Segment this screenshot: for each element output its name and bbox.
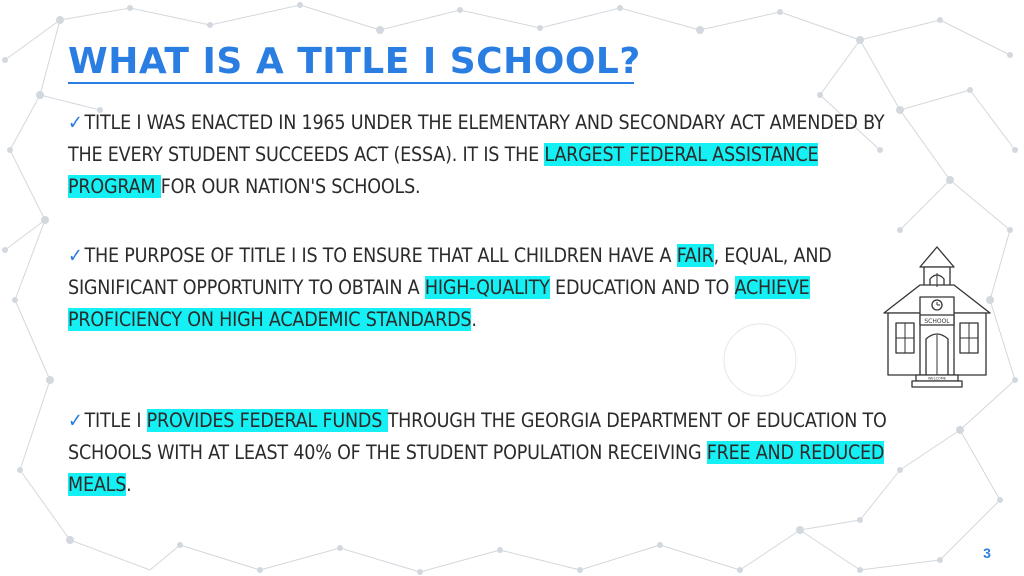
doormat-text: WELCOME [927,376,947,381]
text-segment: THE PURPOSE OF TITLE I IS TO ENSURE THAT ALL CHILDREN HAVE A [84,244,677,267]
highlighted-text: ACHIEVE PROFICIENCY ON HIGH ACADEMIC STANDARDS [68,276,810,331]
checkmark-icon: ✓ [68,409,83,432]
text-segment: . [126,473,132,496]
text-segment: , EQUAL, AND SIGNIFICANT OPPORTUNITY TO OBTAIN A [68,244,832,299]
text-segment: TITLE I [84,409,147,432]
school-sign-text: SCHOOL [924,318,950,325]
highlighted-text: FREE AND REDUCED MEALS [68,441,885,496]
text-segment: FOR OUR NATION'S SCHOOLS. [160,175,421,198]
slide-title: WHAT IS A TITLE I SCHOOL? [68,41,641,82]
page-number: 3 [983,545,991,561]
highlighted-text: HIGH-QUALITY [424,276,550,299]
bullet-paragraph [68,240,888,336]
title-underline [68,82,634,84]
text-segment: TITLE I WAS ENACTED IN 1965 UNDER THE ELEMENTARY AND SECONDARY ACT AMENDED BY THE EVERY STUDENT SUCCEEDS ACT (ESSA). IT IS THE [68,111,885,166]
highlighted-text: LARGEST FEDERAL ASSISTANCE PROGRAM [68,143,819,198]
text-segment: . [471,308,477,331]
highlighted-text: PROVIDES FEDERAL FUNDS [146,409,388,432]
checkmark-icon: ✓ [68,244,83,267]
bullet-paragraph [68,405,888,501]
bullet-paragraph [68,107,888,203]
school-building-icon [876,243,998,391]
checkmark-icon: ✓ [68,111,83,134]
text-segment: EDUCATION AND TO [549,276,735,299]
text-segment: THROUGH THE GEORGIA DEPARTMENT OF EDUCATION TO SCHOOLS WITH AT LEAST 40% OF THE STUDENT POPULATION RECEIVING [68,409,887,464]
highlighted-text: FAIR [676,244,714,267]
